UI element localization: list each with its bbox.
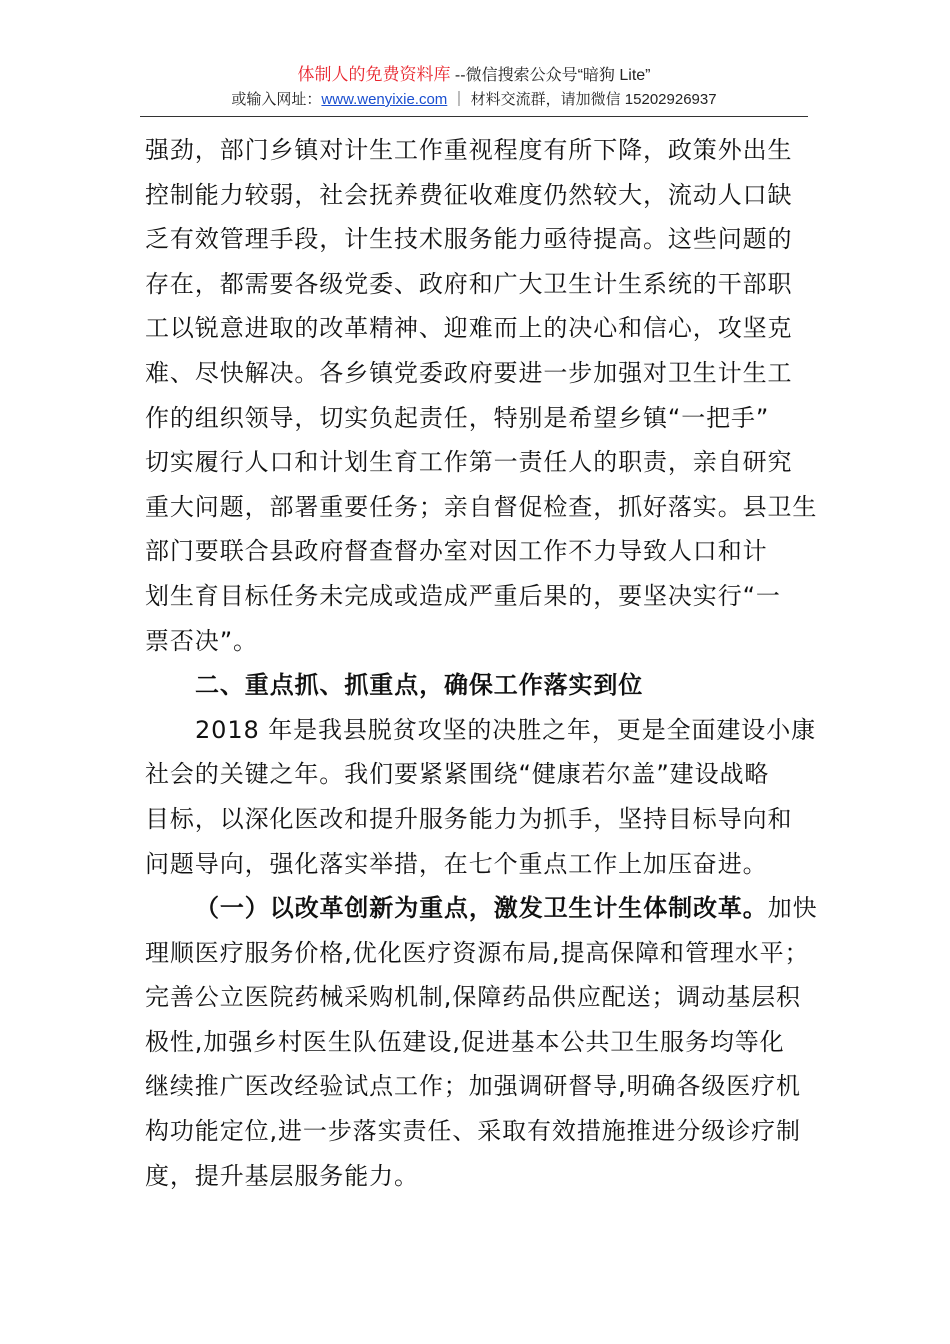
paragraph-line: 度，提升基层服务能力。 bbox=[145, 1161, 419, 1190]
header-divider bbox=[140, 116, 808, 117]
body-line: 部门要联合县政府督查督办室对因工作不力导致人口和计 bbox=[145, 537, 768, 566]
header-line-1 bbox=[140, 64, 808, 87]
body-line: 工以锐意进取的改革精神、迎难而上的决心和信心，攻坚克 bbox=[145, 314, 793, 343]
header-url-prefix: 或输入网址： bbox=[231, 91, 322, 108]
body-line: 强劲，部门乡镇对计生工作重视程度有所下降，政策外出生 bbox=[145, 136, 793, 164]
header-brand-suffix: --微信搜索公众号“暗狗 Lite” bbox=[450, 67, 651, 84]
page-header bbox=[140, 64, 808, 111]
header-brand: 体制人的免费资料库 bbox=[297, 65, 451, 84]
paragraph-line: 完善公立医院药械采购机制,保障药品供应配送；调动基层积 bbox=[145, 983, 801, 1012]
header-contact: ｜ 材料交流群，请加微信 15202926937 bbox=[447, 91, 717, 108]
body-line: 票否决”。 bbox=[145, 626, 258, 655]
body-line: 重大问题，部署重要任务；亲自督促检查，抓好落实。县卫生 bbox=[145, 492, 818, 521]
subsection-lead-text: 加快 bbox=[767, 894, 818, 923]
paragraph-line: 极性,加强乡村医生队伍建设,促进基本公共卫生服务均等化 bbox=[145, 1027, 785, 1056]
paragraph-line: 理顺医疗服务价格,优化医疗资源布局,提高保障和管理水平； bbox=[145, 938, 810, 967]
body-line: 难、尽快解决。各乡镇党委政府要进一步加强对卫生计生工 bbox=[145, 358, 793, 387]
subsection-lead-line bbox=[145, 886, 818, 931]
paragraph-line: 社会的关键之年。我们要紧紧围绕“健康若尔盖”建设战略 bbox=[145, 760, 770, 789]
paragraph-line: 构功能定位,进一步落实责任、采取有效措施推进分级诊疗制 bbox=[145, 1117, 801, 1146]
subsection-heading: （一）以改革创新为重点，激发卫生计生体制改革。 bbox=[195, 894, 768, 923]
document-body bbox=[145, 128, 818, 1198]
header-line-2 bbox=[140, 89, 808, 111]
body-line: 存在，都需要各级党委、政府和广大卫生计生系统的干部职 bbox=[145, 269, 793, 298]
paragraph-line: 2018 年是我县脱贫攻坚的决胜之年，更是全面建设小康 bbox=[195, 715, 817, 744]
paragraph-line: 继续推广医改经验试点工作；加强调研督导,明确各级医疗机 bbox=[145, 1072, 801, 1101]
body-line: 控制能力较弱，社会抚养费征收难度仍然较大，流动人口缺 bbox=[145, 180, 793, 209]
paragraph-line: 目标，以深化医改和提升服务能力为抓手，坚持目标导向和 bbox=[145, 804, 793, 833]
body-line: 作的组织领导，切实负起责任，特别是希望乡镇“一把手” bbox=[145, 403, 770, 432]
body-line: 划生育目标任务未完成或造成严重后果的，要坚决实行“一 bbox=[145, 581, 781, 610]
header-url-link[interactable]: www.wenyixie.com bbox=[321, 91, 448, 108]
section-heading: 二、重点抓、抓重点，确保工作落实到位 bbox=[195, 671, 644, 700]
body-line: 切实履行人口和计划生育工作第一责任人的职责，亲自研究 bbox=[145, 448, 793, 477]
paragraph-line: 问题导向，强化落实举措，在七个重点工作上加压奋进。 bbox=[145, 849, 768, 878]
body-line: 乏有效管理手段，计生技术服务能力亟待提高。这些问题的 bbox=[145, 225, 793, 254]
